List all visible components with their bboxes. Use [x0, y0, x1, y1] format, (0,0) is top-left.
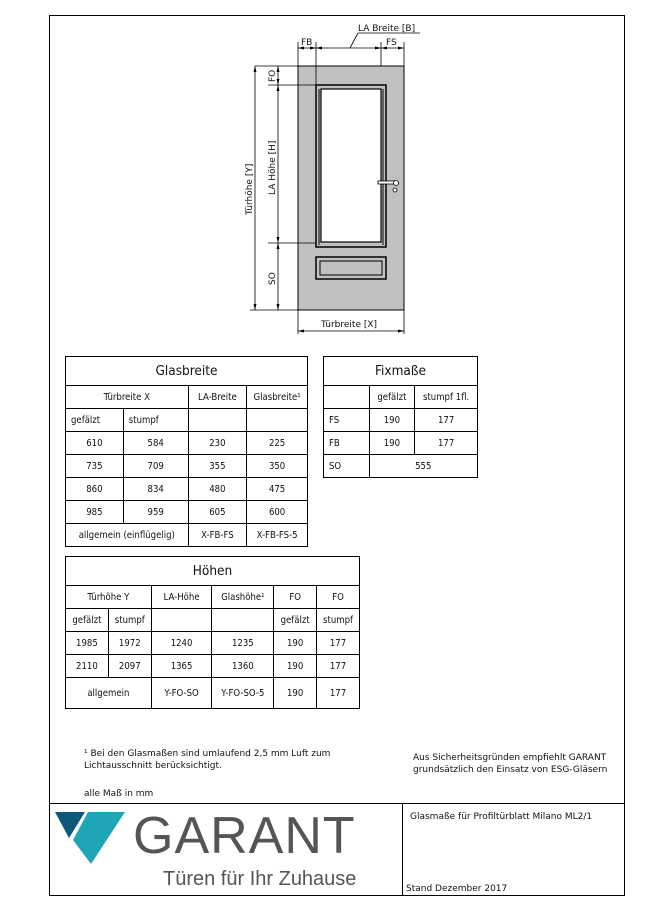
cell: 1972 — [108, 632, 151, 655]
table-row — [324, 455, 478, 478]
cell: 605 — [188, 501, 247, 524]
table-row — [66, 501, 308, 524]
subheader-empty — [212, 609, 274, 632]
label-tuerhoehe: Türhöhe [Y] — [245, 163, 255, 215]
cell: 834 — [123, 478, 188, 501]
cell-formula: Y-FO-SO-5 — [212, 678, 274, 709]
subheader-stumpf: stumpf — [123, 409, 188, 432]
table-row — [66, 655, 360, 678]
cell: 190 — [369, 432, 415, 455]
subheader-stumpf: stumpf — [317, 609, 360, 632]
table-row — [66, 455, 308, 478]
table-row-formula — [66, 524, 308, 547]
cell: 355 — [188, 455, 247, 478]
footnote-line: ¹ Bei den Glasmaßen sind umlaufend 2,5 mm Luft zum — [84, 749, 331, 759]
cell: 584 — [123, 432, 188, 455]
cell: 860 — [66, 478, 124, 501]
cell: 177 — [415, 432, 478, 455]
header-stumpf: stumpf 1fl. — [415, 386, 478, 409]
logo-tagline: Türen für Ihr Zuhause — [163, 868, 357, 890]
cell: 1240 — [151, 632, 212, 655]
cell-formula: X-FB-FS — [188, 524, 247, 547]
cell-formula: Y-FO-SO — [151, 678, 212, 709]
bottom-panel-inner — [320, 261, 382, 275]
cell: 190 — [274, 655, 317, 678]
cell: 555 — [369, 455, 477, 478]
subheader-gefaelzt: gefälzt — [66, 409, 124, 432]
label-fb: FB — [301, 38, 313, 48]
cell: 480 — [188, 478, 247, 501]
cell: 1235 — [212, 632, 274, 655]
header-fo: FO — [274, 586, 317, 609]
hoehen-table — [65, 556, 360, 709]
subheader-gefaelzt: gefälzt — [274, 609, 317, 632]
header-tuerhoehe: Türhöhe Y — [66, 586, 152, 609]
label-tuerbreite: Türbreite [X] — [321, 320, 378, 330]
cell: 190 — [274, 632, 317, 655]
label-la-hoehe: LA Höhe [H] — [268, 140, 278, 195]
footnote-line: Lichtausschnitt berücksichtigt. — [84, 761, 222, 771]
cell: 177 — [415, 409, 478, 432]
header-glasbreite: Glasbreite¹ — [247, 386, 308, 409]
glasbreite-table — [65, 356, 308, 547]
subheader-stumpf: stumpf — [108, 609, 151, 632]
cell: 735 — [66, 455, 124, 478]
label-la-breite: LA Breite [B] — [358, 24, 416, 34]
table-row — [66, 478, 308, 501]
header-la-breite: LA-Breite — [188, 386, 247, 409]
cell: 2110 — [66, 655, 109, 678]
titleblock-vertical-divider — [402, 803, 403, 896]
subheader-gefaelzt: gefälzt — [66, 609, 109, 632]
header-empty — [324, 386, 370, 409]
header-tuerbreite: Türbreite X — [66, 386, 189, 409]
subheader-empty — [188, 409, 247, 432]
cell: 177 — [317, 632, 360, 655]
safety-line: Aus Sicherheitsgründen empfiehlt GARANT — [413, 753, 607, 763]
table-row — [324, 409, 478, 432]
label-fo: FO — [268, 69, 278, 82]
drawing-date: Stand Dezember 2017 — [406, 884, 508, 894]
subheader-empty — [151, 609, 212, 632]
cell-label: FB — [324, 432, 370, 455]
fixmasse-title: Fixmaße — [324, 357, 478, 386]
safety-note — [413, 752, 607, 776]
cell: 2097 — [108, 655, 151, 678]
cell: 610 — [66, 432, 124, 455]
units-note: alle Maß in mm — [84, 789, 154, 799]
cell: 709 — [123, 455, 188, 478]
header-gefaelzt: gefälzt — [369, 386, 415, 409]
cell: 475 — [247, 478, 308, 501]
cell: 177 — [317, 678, 360, 709]
cell: 959 — [123, 501, 188, 524]
cell: 190 — [274, 678, 317, 709]
cell: 177 — [317, 655, 360, 678]
cell: 600 — [247, 501, 308, 524]
table-row-formula — [66, 678, 360, 709]
glass-opening — [321, 89, 381, 242]
cell-label: SO — [324, 455, 370, 478]
cell-formula-label: allgemein (einflügelig) — [66, 524, 189, 547]
footnote — [84, 748, 330, 772]
cell: 225 — [247, 432, 308, 455]
safety-line: grundsätzlich den Einsatz von ESG-Gläsern — [413, 765, 608, 775]
cell: 985 — [66, 501, 124, 524]
hoehen-title: Höhen — [66, 557, 360, 586]
cell: 1360 — [212, 655, 274, 678]
logo-wordmark: GARANT — [133, 807, 356, 865]
header-la-hoehe: LA-Höhe — [151, 586, 212, 609]
cell-label: FS — [324, 409, 370, 432]
label-so: SO — [268, 272, 278, 285]
drawing-title: Glasmaße für Profiltürblatt Milano ML2/1 — [410, 812, 593, 822]
cell: 350 — [247, 455, 308, 478]
table-row — [324, 432, 478, 455]
cell: 1985 — [66, 632, 109, 655]
subheader-empty — [247, 409, 308, 432]
table-row — [66, 432, 308, 455]
table-row — [66, 632, 360, 655]
glasbreite-title: Glasbreite — [66, 357, 308, 386]
titleblock-divider — [49, 803, 625, 804]
cell: 1365 — [151, 655, 212, 678]
cell: 230 — [188, 432, 247, 455]
label-fs: FS — [386, 38, 397, 48]
cell-formula-label: allgemein — [66, 678, 152, 709]
fixmasse-table — [323, 356, 478, 478]
header-fo: FO — [317, 586, 360, 609]
cell: 190 — [369, 409, 415, 432]
cell-formula: X-FB-FS-5 — [247, 524, 308, 547]
header-glashoehe: Glashöhe¹ — [212, 586, 274, 609]
